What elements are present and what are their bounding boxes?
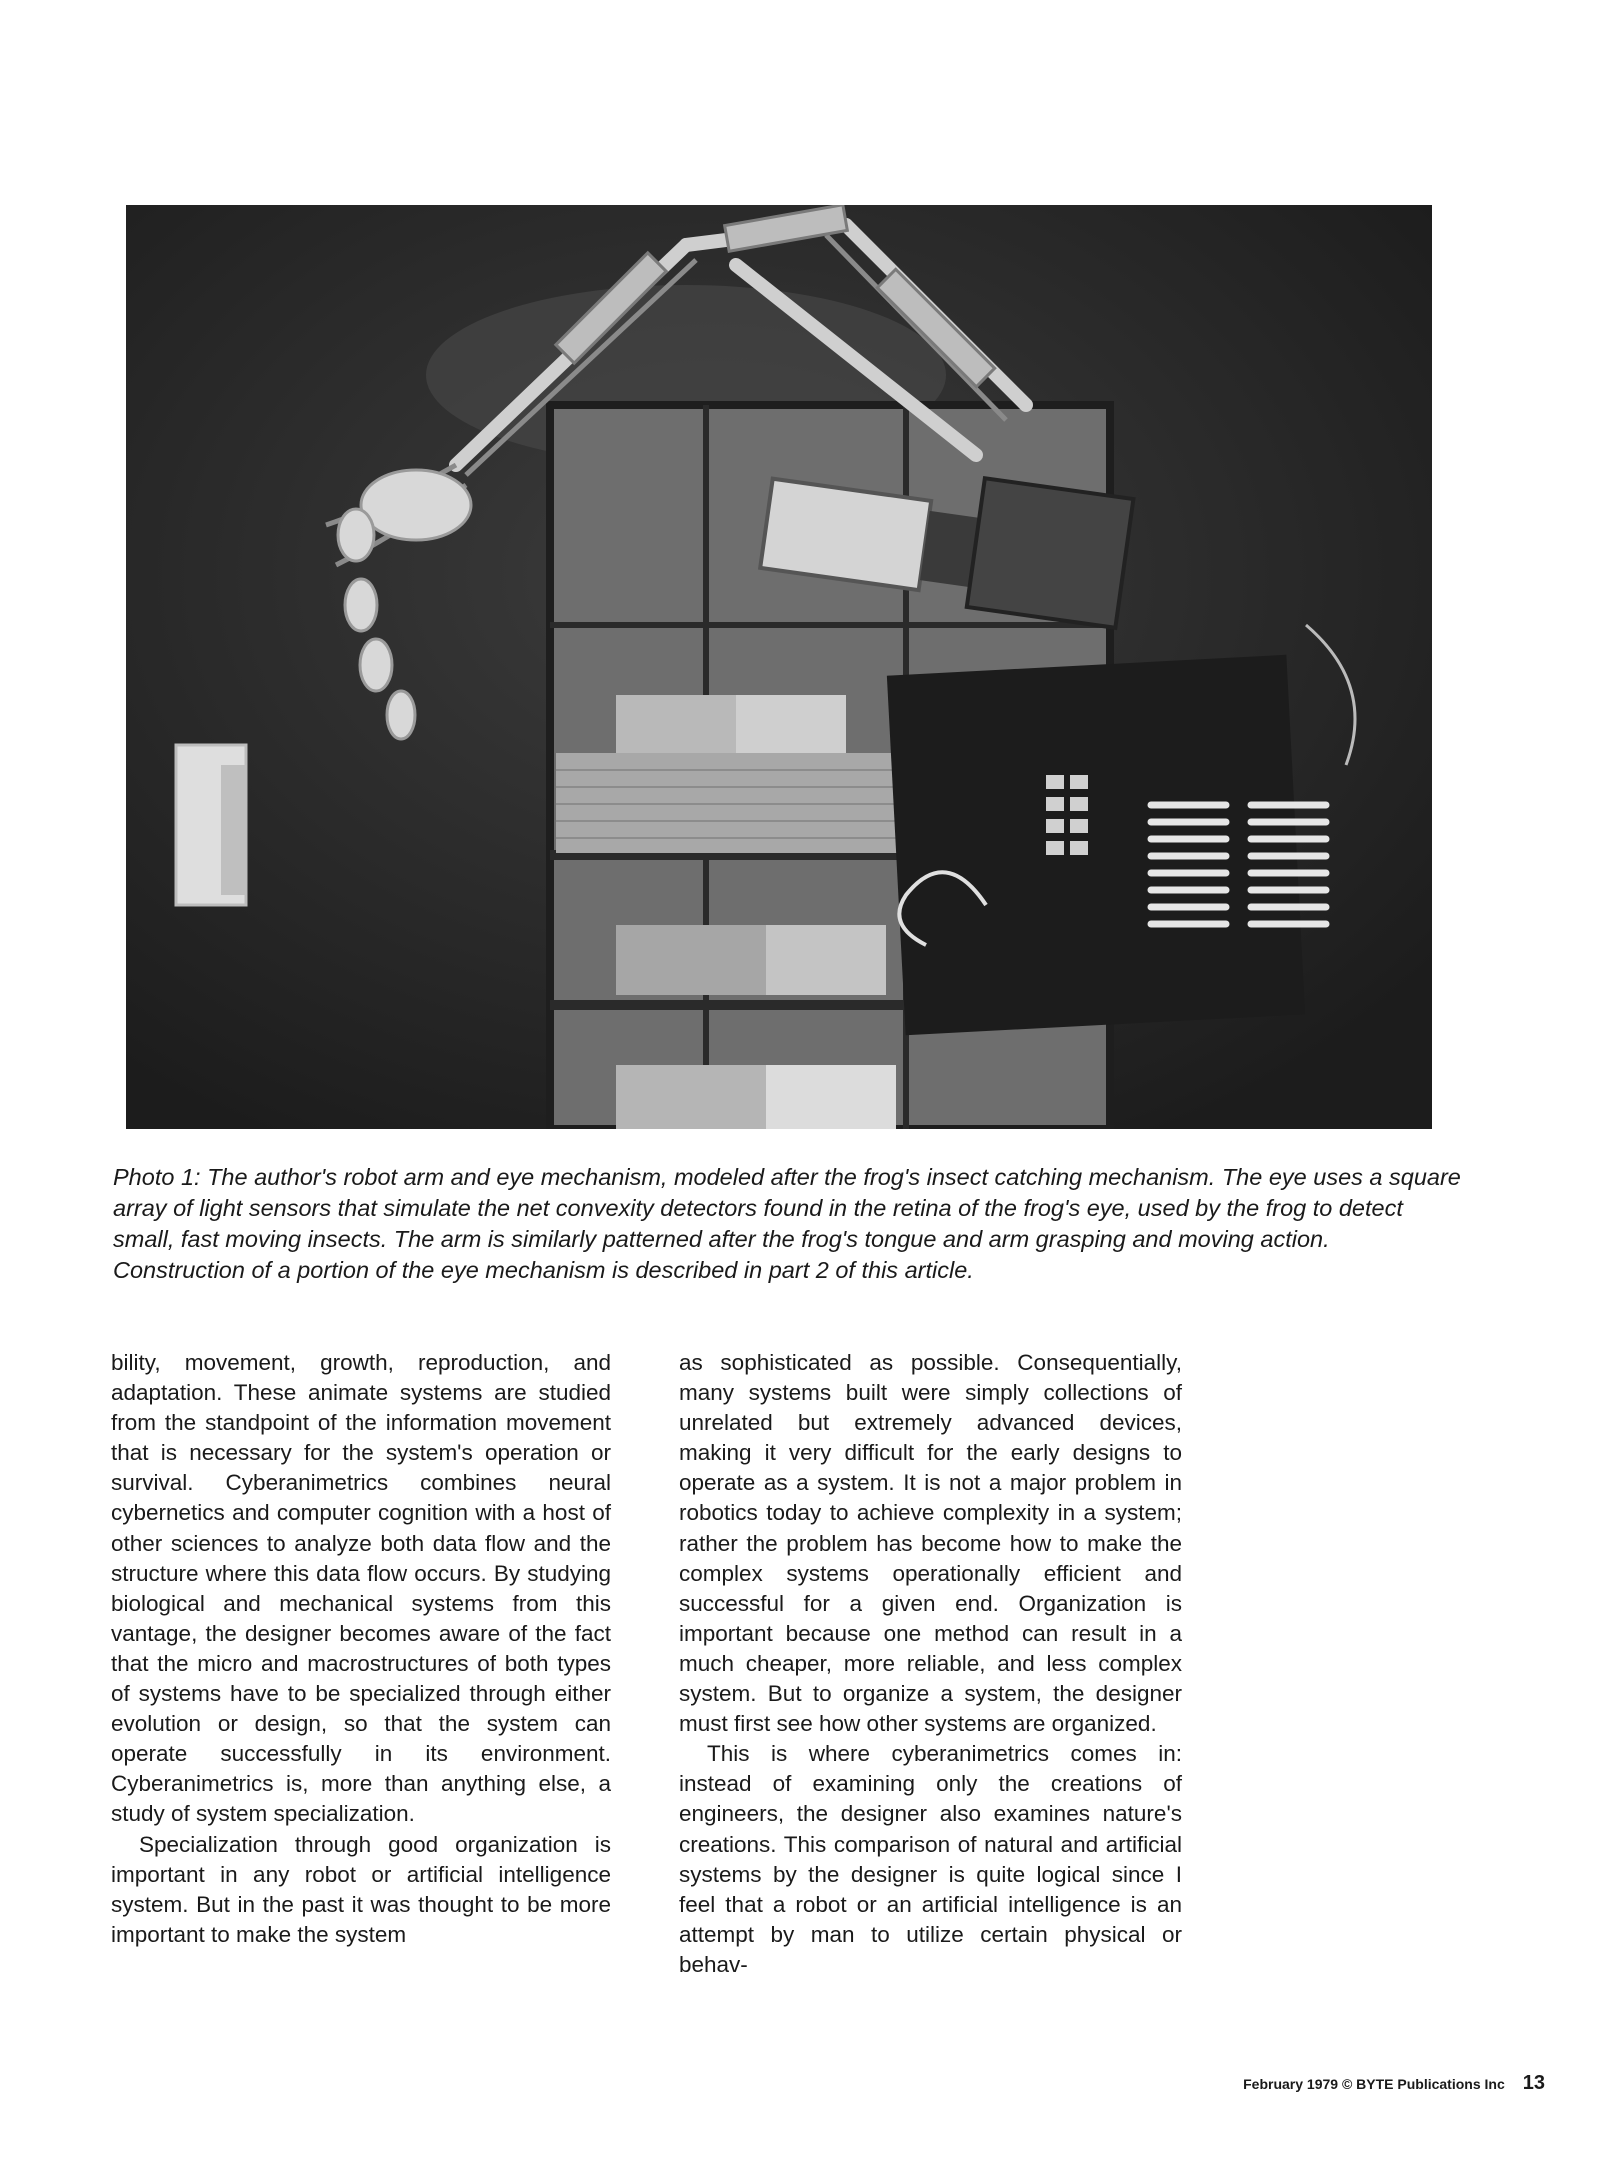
left-text-column bbox=[111, 1348, 611, 1950]
footer-publication: February 1979 © BYTE Publications Inc bbox=[1243, 2076, 1505, 2092]
page-number: 13 bbox=[1522, 2072, 1545, 2094]
photo-caption: Photo 1: The author's robot arm and eye mechanism, modeled after the frog's insect catching mechanism. The eye uses a square array of light sensors that simulate the net convexity detectors found in the retina of the frog's eye, used by the frog to detect small, fast moving insects. The arm is similarly patterned after the frog's tongue and arm grasping and moving action. Construction of a portion of the eye mechanism is described in part 2 of this article. bbox=[113, 1164, 1461, 1283]
right-text-column bbox=[679, 1348, 1182, 1980]
robot-arm-illustration bbox=[126, 205, 1432, 1129]
right-paragraph-1: as sophisticated as possible. Consequentially, many systems built were simply collections of unrelated but extremely advanced devices, making it very difficult for the early designs to operate as a system. It is not a major problem in robotics today to achieve complexity in a system; rather the problem has become how to make the complex systems operationally efficient and successful for a given end. Organization is important because one method can result in a much cheaper, more reliable, and less complex system. But to organize a system, the designer must first see how other systems are organized. bbox=[679, 1350, 1182, 1737]
left-paragraph-2: Specialization through good organization is important in any robot or artificial intelligence system. But in the past it was thought to be more important to make the system bbox=[111, 1831, 611, 1947]
page-footer bbox=[1100, 2072, 1545, 2095]
right-paragraph-2: This is where cyberanimetrics comes in: instead of examining only the creations of engineers, the designer also examines nature's creations. This comparison of natural and artificial systems by the designer is quite logical since I feel that a robot or an artificial intelligence is an attempt by man to utilize certain physical or behav- bbox=[679, 1741, 1182, 1977]
robot-arm-photo bbox=[126, 205, 1432, 1129]
left-paragraph-1: bility, movement, growth, reproduction, and adaptation. These animate systems are studied from the standpoint of the information movement that is necessary for the system's operation or survival. Cyberanimetrics combines neural cybernetics and computer cognition with a host of other sciences to analyze both data flow and the structure where this data flow occurs. By studying biological and mechanical systems from this vantage, the designer becomes aware of the fact that the micro and macrostructures of both types of systems have to be specialized through either evolution or design, so that the system can operate successfully in its environment. Cyberanimetrics is, more than anything else, a study of system specialization. bbox=[111, 1350, 611, 1827]
